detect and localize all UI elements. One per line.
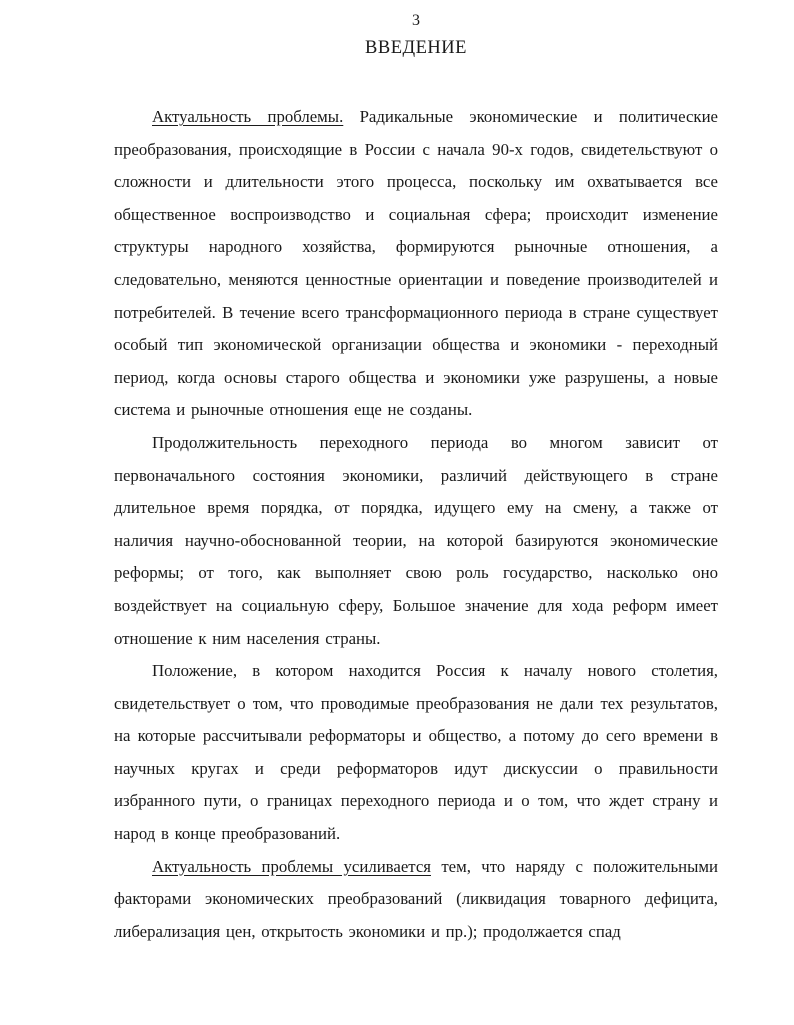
- document-body: [114, 101, 718, 948]
- paragraph-lead: Актуальность проблемы.: [152, 107, 344, 126]
- page-title: ВВЕДЕНИЕ: [365, 38, 467, 58]
- paragraph: [114, 655, 718, 851]
- paragraph-text: Положение, в котором находится Россия к началу нового столетия, свидетельствует о том, что проводимые преобразования не дали тех результатов, на которые рассчитывали реформаторы и общество, а потому до сего времени в научных кругах и среди реформаторов идут дискуссии о правильности избранного пути, о границах переходного периода и о том, что ждет страну и народ в конце преобразований.: [114, 661, 718, 844]
- paragraph: [114, 101, 718, 427]
- page-number: 3: [412, 12, 420, 29]
- paragraph-text: Радикальные экономические и политические преобразования, происходящие в России с начала 90-х годов, свидетельствуют о сложности и длительности этого процесса, поскольку им охватывается все общественное воспроизводство и социальная сфера; происходит изменение структуры народного хозяйства, формируются рыночные отношения, а следовательно, меняются ценностные ориентации и поведение производителей и потребителей. В течение всего трансформационного периода в стране существует особый тип экономической организации общества и экономики - переходный период, когда основы старого общества и экономики уже разрушены, а новые система и рыночные отношения еще не созданы.: [114, 107, 719, 420]
- paragraph: [114, 427, 718, 655]
- paragraph-text: Продолжительность переходного периода во многом зависит от первоначального состояния экономики, различий действующего в стране длительное время порядка, от порядка, идущего ему на смену, а также от наличия научно-обоснованной теории, на которой базируются экономические реформы; от того, как выполняет свою роль государство, насколько оно воздействует на социальную сферу, Большое значение для хода реформ имеет отношение к ним населения страны.: [114, 432, 718, 648]
- paragraph-text: тем, что наряду с положительными факторами экономических преобразований (ликвидация товарного дефицита, либерализация цен, открытость экономики и пр.); продолжается спад: [114, 856, 718, 941]
- paragraph-lead: Актуальность проблемы усиливается: [152, 856, 431, 876]
- paragraph: [114, 851, 718, 949]
